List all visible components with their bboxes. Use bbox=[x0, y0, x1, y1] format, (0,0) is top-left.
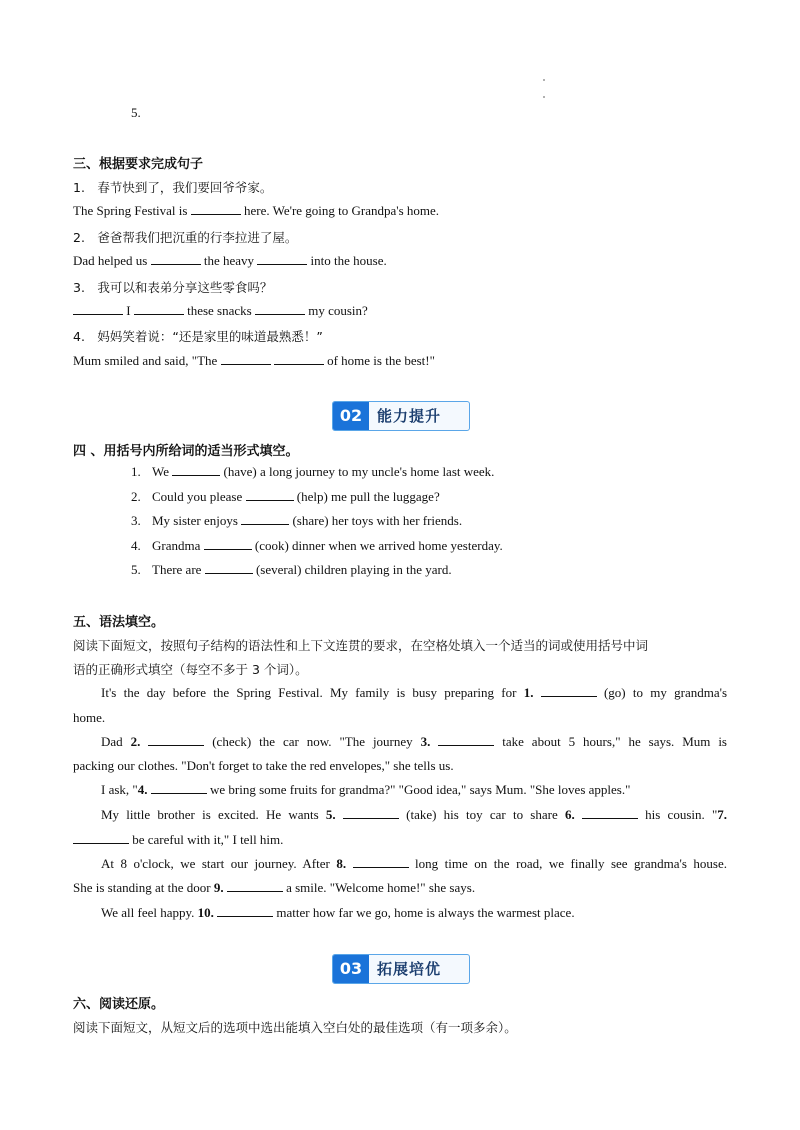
sentence-text: (help) me pull the luggage? bbox=[293, 489, 440, 504]
passage-line bbox=[73, 880, 475, 896]
sentence-text: the heavy bbox=[200, 253, 258, 268]
instruction-text: 语的正确形式填空（每空不多于 3 个词）。 bbox=[73, 662, 308, 677]
answer-blank[interactable] bbox=[172, 464, 220, 476]
sentence-text: (share) her toys with her friends. bbox=[289, 513, 463, 528]
question-number: 7. bbox=[717, 807, 728, 822]
section-title: 六、阅读还原。 bbox=[73, 997, 165, 1012]
sentence-text: I bbox=[123, 303, 134, 318]
chinese-sentence: 1. 春节快到了，我们要回爷爷家。 bbox=[73, 180, 273, 195]
passage-text: My little brother is excited. He wants bbox=[101, 807, 326, 822]
sentence-text: (have) a long journey to my uncle's home last week. bbox=[220, 464, 495, 479]
exercise-item bbox=[131, 464, 494, 480]
chinese-sentence: 2. 爸爸帮我们把沉重的行李拉进了屋。 bbox=[73, 230, 298, 245]
item-number: 1. bbox=[131, 464, 141, 479]
answer-blank[interactable] bbox=[227, 880, 283, 892]
exercise-item bbox=[131, 538, 503, 554]
answer-blank[interactable] bbox=[73, 303, 123, 315]
question-number: 8. bbox=[336, 856, 347, 871]
exercise-item bbox=[131, 513, 462, 529]
banner-label: 拓展培优 bbox=[377, 960, 442, 978]
answer-blank[interactable] bbox=[246, 489, 294, 501]
item-number: 5. bbox=[131, 562, 141, 577]
english-sentence bbox=[73, 253, 387, 269]
exercise-item bbox=[131, 489, 440, 505]
question-number: 3. bbox=[420, 734, 431, 749]
chinese-sentence: 4. 妈妈笑着说：“还是家里的味道最熟悉！” bbox=[73, 329, 323, 344]
section-title: 四 、用括号内所给词的适当形式填空。 bbox=[73, 444, 299, 459]
instruction-text: 阅读下面短文，按照句子结构的语法性和上下文连贯的要求，在空格处填入一个适当的词或使用括号中词 bbox=[73, 638, 649, 653]
question-number: 6. bbox=[564, 807, 575, 822]
decorative-dot bbox=[543, 79, 545, 81]
sentence-text: Dad helped us bbox=[73, 253, 151, 268]
passage-text: a smile. "Welcome home!" she says. bbox=[282, 880, 476, 895]
passage-text: be careful with it," I tell him. bbox=[129, 832, 284, 847]
answer-blank[interactable] bbox=[205, 562, 253, 574]
sentence-text: here. We're going to Grandpa's home. bbox=[240, 203, 440, 218]
section-banner bbox=[332, 401, 470, 431]
sentence-text: these snacks bbox=[183, 303, 255, 318]
question-number: 5. bbox=[325, 807, 336, 822]
answer-blank[interactable] bbox=[221, 353, 271, 365]
answer-blank[interactable] bbox=[274, 353, 324, 365]
sentence-text: (cook) dinner when we arrived home yesterday. bbox=[251, 538, 503, 553]
question-number: 10. bbox=[197, 905, 214, 920]
english-sentence bbox=[73, 353, 435, 369]
sentence-text: The Spring Festival is bbox=[73, 203, 191, 218]
item-number: 3. bbox=[131, 513, 141, 528]
sentence-text: There are bbox=[152, 562, 205, 577]
passage-text: we bring some fruits for grandma?" "Good idea," says Mum. "She loves apples." bbox=[206, 782, 631, 797]
answer-blank[interactable] bbox=[255, 303, 305, 315]
answer-blank[interactable] bbox=[541, 685, 597, 697]
passage-line bbox=[101, 782, 630, 798]
answer-blank[interactable] bbox=[148, 734, 204, 746]
english-sentence bbox=[73, 203, 439, 219]
answer-blank[interactable] bbox=[191, 203, 241, 215]
answer-blank[interactable] bbox=[241, 513, 289, 525]
passage-text: Dad bbox=[101, 734, 131, 749]
instruction-text: 阅读下面短文，从短文后的选项中选出能填入空白处的最佳选项（有一项多余）。 bbox=[73, 1020, 517, 1035]
answer-blank[interactable] bbox=[582, 807, 638, 819]
passage-text: At 8 o'clock, we start our journey. After bbox=[101, 856, 337, 871]
passage-line bbox=[101, 856, 727, 872]
sentence-text: Mum smiled and said, "The bbox=[73, 353, 221, 368]
banner-label: 能力提升 bbox=[377, 407, 442, 425]
answer-blank[interactable] bbox=[204, 538, 252, 550]
passage-line bbox=[101, 905, 575, 921]
passage-text: I ask, " bbox=[101, 782, 138, 797]
decorative-dot bbox=[543, 96, 545, 98]
banner-number: 03 bbox=[333, 955, 369, 983]
answer-blank[interactable] bbox=[257, 253, 307, 265]
answer-blank[interactable] bbox=[73, 832, 129, 844]
chinese-sentence: 3. 我可以和表弟分享这些零食吗？ bbox=[73, 280, 273, 295]
section-title: 五、语法填空。 bbox=[73, 615, 165, 630]
passage-text: She is standing at the door bbox=[73, 880, 214, 895]
passage-text: (check) the car now. "The journey bbox=[204, 734, 421, 749]
passage-text: We all feel happy. bbox=[101, 905, 198, 920]
english-sentence bbox=[73, 303, 368, 319]
banner-number: 02 bbox=[333, 402, 369, 430]
passage-text: (take) his toy car to share bbox=[398, 807, 565, 822]
passage-text: matter how far we go, home is always the warmest place. bbox=[273, 905, 575, 920]
question-number: 9. bbox=[213, 880, 224, 895]
question-number: 4. bbox=[137, 782, 148, 797]
passage-line bbox=[101, 807, 727, 823]
item-number: 5. bbox=[131, 105, 141, 120]
passage-text: take about 5 hours," he says. Mum is bbox=[494, 734, 727, 749]
sentence-text: my cousin? bbox=[304, 303, 368, 318]
passage-line bbox=[101, 685, 727, 701]
sentence-text: Could you please bbox=[152, 489, 246, 504]
exercise-item bbox=[131, 562, 452, 578]
passage-line bbox=[101, 734, 727, 750]
answer-blank[interactable] bbox=[134, 303, 184, 315]
passage-line bbox=[73, 832, 283, 848]
answer-blank[interactable] bbox=[151, 253, 201, 265]
answer-blank[interactable] bbox=[353, 856, 409, 868]
question-number: 1. bbox=[523, 685, 534, 700]
sentence-text: My sister enjoys bbox=[152, 513, 242, 528]
passage-text: It's the day before the Spring Festival. My family is busy preparing for bbox=[101, 685, 524, 700]
sentence-text: (several) children playing in the yard. bbox=[252, 562, 452, 577]
item-number: 4. bbox=[131, 538, 141, 553]
question-number: 2. bbox=[130, 734, 141, 749]
section-banner bbox=[332, 954, 470, 984]
answer-blank[interactable] bbox=[343, 807, 399, 819]
passage-text: his cousin. " bbox=[637, 807, 718, 822]
sentence-text: Grandma bbox=[152, 538, 204, 553]
answer-blank[interactable] bbox=[217, 905, 273, 917]
sentence-text: We bbox=[152, 464, 173, 479]
passage-text: long time on the road, we finally see grandma's house. bbox=[408, 856, 727, 871]
item-number: 2. bbox=[131, 489, 141, 504]
passage-line: home. bbox=[73, 710, 106, 725]
answer-blank[interactable] bbox=[438, 734, 494, 746]
passage-text: (go) to my grandma's bbox=[596, 685, 728, 700]
sentence-text: of home is the best!" bbox=[323, 353, 435, 368]
answer-blank[interactable] bbox=[151, 782, 207, 794]
passage-line: packing our clothes. "Don't forget to take the red envelopes," she tells us. bbox=[73, 758, 454, 773]
section-title: 三、根据要求完成句子 bbox=[73, 157, 204, 172]
sentence-text: into the house. bbox=[307, 253, 387, 268]
